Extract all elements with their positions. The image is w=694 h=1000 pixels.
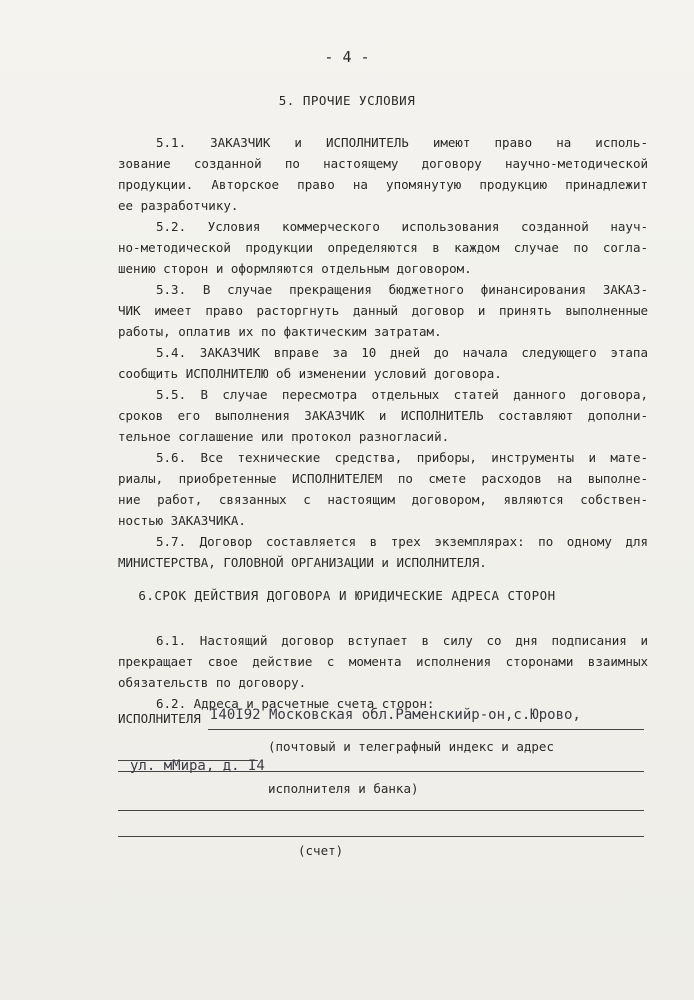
section-6-title: 6.СРОК ДЕЙСТВИЯ ДОГОВОРА И ЮРИДИЧЕСКИЕ АДРЕСА СТОРОН [138,588,556,603]
text-line: 6.1. Настоящий договор вступает в силу со дня подписания и [156,633,648,648]
address-underline [118,810,644,811]
text-line: ние работ, связанных с настоящим договором, являются собствен- [118,492,648,507]
address-underline [118,771,644,772]
section-5-title: 5. ПРОЧИЕ УСЛОВИЯ [278,93,416,108]
text-line: зование созданной по настоящему договору научно-методической [118,156,648,171]
text-line: сроков его выполнения ЗАКАЗЧИК и ИСПОЛНИТЕЛЬ составляют дополни- [118,408,648,423]
text-line: 5.6. Все технические средства, приборы, инструменты и мате- [156,450,648,465]
executor-label: ИСПОЛНИТЕЛЯ [118,711,201,726]
text-line: 5.2. Условия коммерческого использования созданной науч- [156,219,648,234]
text-line: обязательств по договору. [118,675,307,690]
text-line: тельное соглашение или протокол разногласий. [118,429,450,444]
text-line: 5.3. В случае прекращения бюджетного финансирования ЗАКАЗ- [156,282,648,297]
text-line: МИНИСТЕРСТВА, ГОЛОВНОЙ ОРГАНИЗАЦИИ и ИСПОЛНИТЕЛЯ. [118,555,487,570]
text-line: 5.1. ЗАКАЗЧИК и ИСПОЛНИТЕЛЬ имеют право на исполь- [156,135,648,150]
text-line: прекращает свое действие с момента исполнения сторонами взаимных [118,654,648,669]
text-line: ее разработчику. [118,198,239,213]
text-line: работы, оплатив их по фактическим затратам. [118,324,442,339]
text-line: 5.4. ЗАКАЗЧИК вправе за 10 дней до начала следующего этапа [156,345,648,360]
text-line: ЧИК имеет право расторгнуть данный договор и принять выполненные [118,303,648,318]
executor-address-line2: ул. мМира, д. I4 [130,758,265,774]
text-line: 5.5. В случае пересмотра отдельных статей данного договора, [156,387,648,402]
account-underline [118,836,644,837]
executor-address-line1: I40I92 Московская обл.Раменскийр-он,с.Юрово, [210,707,581,723]
text-line: риалы, приобретенные ИСПОЛНИТЕЛЕМ по смете расходов на выполне- [118,471,648,486]
text-line: шению сторон и оформляются отдельным договором. [118,261,472,276]
address-hint: исполнителя и банка) [268,781,419,796]
text-line: сообщить ИСПОЛНИТЕЛЮ об изменении условий договора. [118,366,502,381]
text-line: ностью ЗАКАЗЧИКА. [118,513,246,528]
page-number: - 4 - [324,48,370,66]
account-hint: (счет) [298,843,344,858]
text-line: 6.2. Адреса и расчетные счета сторон: [156,696,435,711]
address-underline [208,729,644,730]
text-line: но-методической продукции определяются в каждом случае по согла- [118,240,648,255]
address-hint: (почтовый и телеграфный индекс и адрес [268,739,554,754]
text-line: 5.7. Договор составляется в трех экземплярах: по одному для [156,534,648,549]
text-line: продукции. Авторское право на упомянутую продукцию принадлежит [118,177,648,192]
